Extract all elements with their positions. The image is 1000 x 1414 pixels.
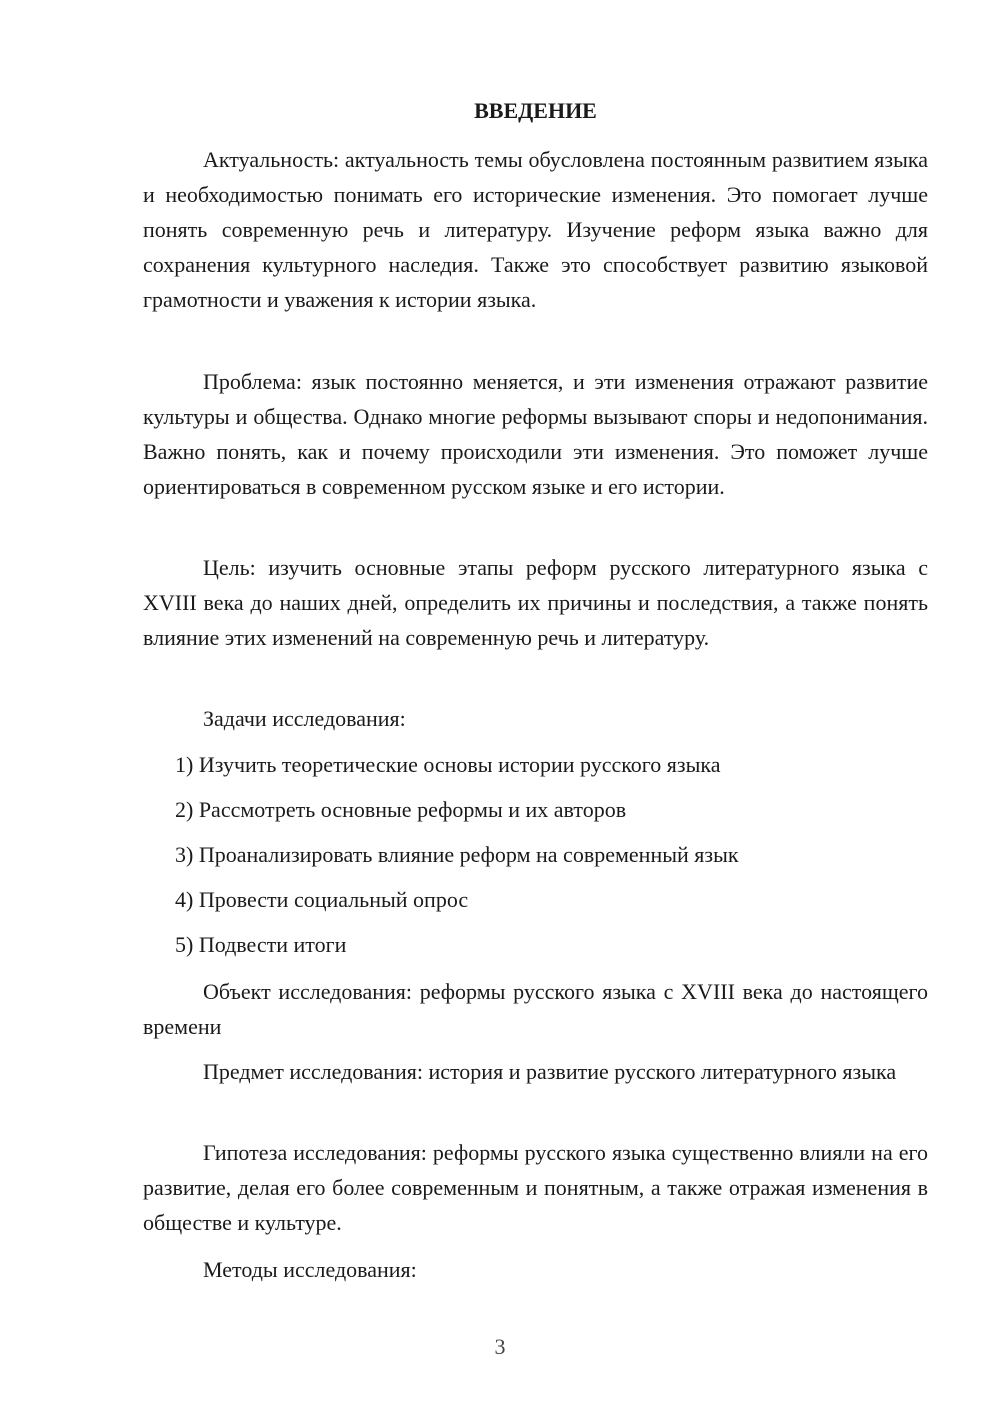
subject-paragraph: Предмет исследования: история и развитие русского литературного языка [203,1059,897,1084]
goal-paragraph: Цель: изучить основные этапы реформ русского литературного языка с XVIII века до наших дней, определить их причины и последствия, а также понять влияние этих изменений на современную речь и литературу. [143,555,928,650]
task-item-4: 4) Провести социальный опрос [175,887,469,912]
object-paragraph: Объект исследования: реформы русского языка с XVIII века до настоящего времени [143,979,928,1039]
task-item-5: 5) Подвести итоги [175,932,347,957]
page-number: 3 [494,1334,506,1359]
task-item-1: 1) Изучить теоретические основы истории русского языка [175,752,721,777]
task-item-3: 3) Проанализировать влияние реформ на современный язык [175,842,739,867]
methods-label: Методы исследования: [203,1257,417,1282]
problem-paragraph: Проблема: язык постоянно меняется, и эти изменения отражают развитие культуры и общества. Однако многие реформы вызывают споры и недопонимания. Важно понять, как и почему происходили эти изменения. Это поможет лучше ориентироваться в современном русском языке и его истории. [143,369,928,499]
task-item-2: 2) Рассмотреть основные реформы и их авторов [175,797,627,822]
hypothesis-paragraph: Гипотеза исследования: реформы русского языка существенно влияли на его развитие, делая его более современным и понятным, а также отражая изменения в обществе и культуре. [143,1140,928,1235]
tasks-label: Задачи исследования: [203,706,406,731]
page-title: ВВЕДЕНИЕ [474,98,597,123]
relevance-paragraph: Актуальность: актуальность темы обусловлена постоянным развитием языка и необходимостью понимать его исторические изменения. Это помогает лучше понять современную речь и литературу. Изучение реформ языка важно для сохранения культурного наследия. Также это способствует развитию языковой грамотности и уважения к истории языка. [143,147,928,312]
